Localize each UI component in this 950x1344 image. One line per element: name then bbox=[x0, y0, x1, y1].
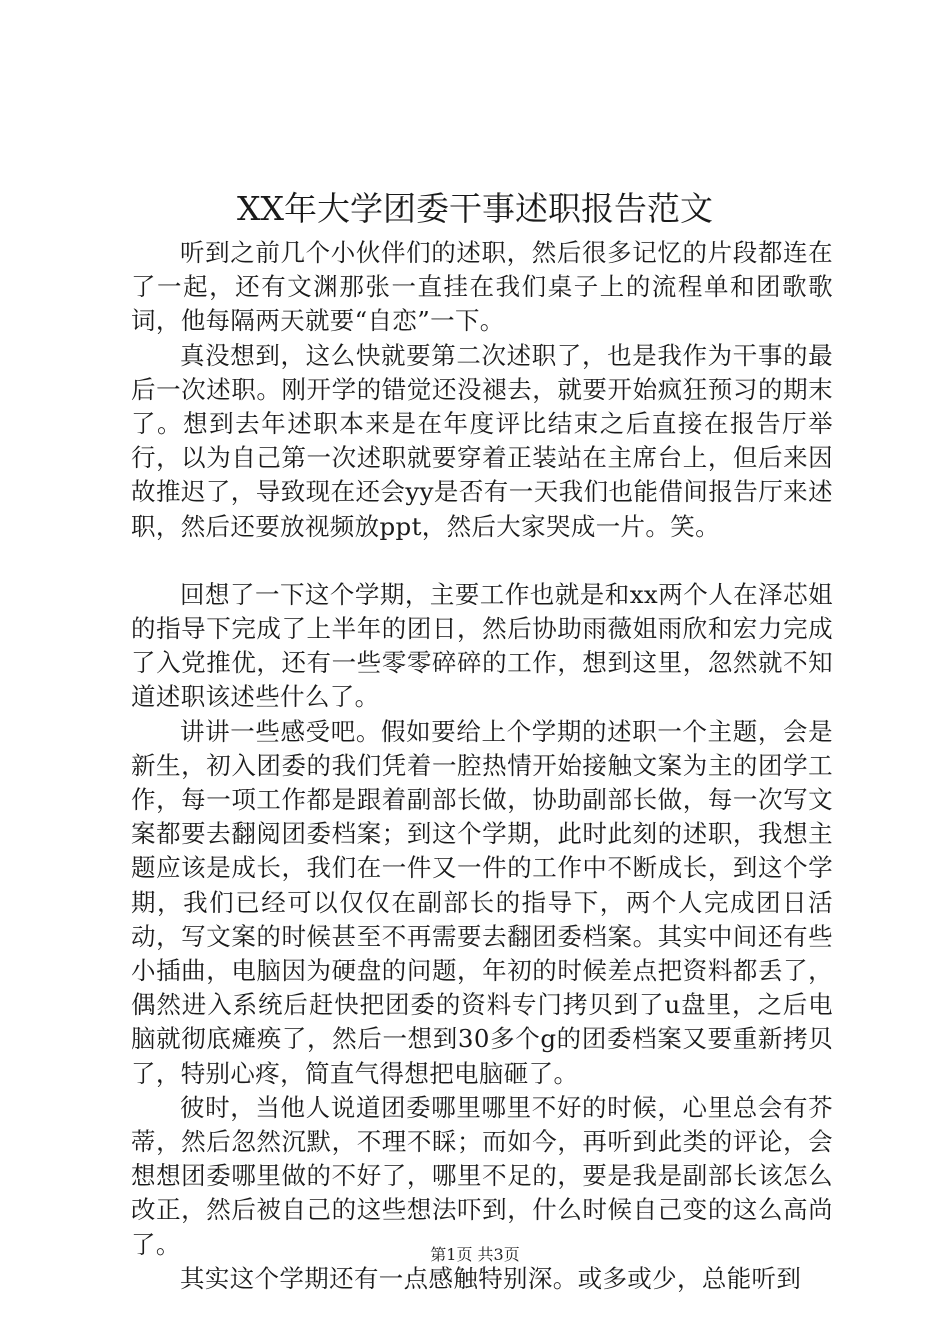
paragraph-6: 其实这个学期还有一点感触特别深。或多或少，总能听到 bbox=[180, 1263, 802, 1293]
paragraph-3: 回想了一下这个学期，主要工作也就是和xx两个人在泽芯姐的指导下完成了上半年的团日，然后协助雨薇姐雨欣和宏力完成了入党推优，还有一些零零碎碎的工作，想到这里，忽然就不知道述职该述些什么了。 bbox=[131, 579, 833, 712]
paragraph-5: 彼时，当他人说道团委哪里哪里不好的时候，心里总会有芥蒂，然后忽然沉默，不理不睬；而如今，再听到此类的评论，会想想团委哪里做的不好了，哪里不足的，要是我是副部长该怎么改正，然后被自己的这些想法吓到，什么时候自己变的这么高尚了。 bbox=[131, 1092, 833, 1259]
page-footer: 第1页 共3页 bbox=[430, 1245, 520, 1264]
document-title: XX年大学团委干事述职报告范文 bbox=[237, 189, 713, 228]
paragraph-2: 真没想到，这么快就要第二次述职了，也是我作为干事的最后一次述职。刚开学的错觉还没褪去，就要开始疯狂预习的期末了。想到去年述职本来是在年度评比结束之后直接在报告厅举行，以为自己第一次述职就要穿着正装站在主席台上，但后来因故推迟了，导致现在还会yy是否有一天我们也能借间报告厅来述职，然后还要放视频放ppt，然后大家哭成一片。笑。 bbox=[131, 340, 833, 541]
paragraph-1: 听到之前几个小伙伴们的述职，然后很多记忆的片段都连在了一起，还有文渊那张一直挂在我们桌子上的流程单和团歌歌词，他每隔两天就要“自恋”一下。 bbox=[131, 238, 833, 336]
document-body bbox=[131, 236, 833, 1296]
paragraph-4: 讲讲一些感受吧。假如要给上个学期的述职一个主题，会是新生，初入团委的我们凭着一腔热情开始接触文案为主的团学工作，每一项工作都是跟着副部长做，协助副部长做，每一次写文案都要去翻阅团委档案；到这个学期，此时此刻的述职，我想主题应该是成长，我们在一件又一件的工作中不断成长，到这个学期，我们已经可以仅仅在副部长的指导下，两个人完成团日活动，写文案的时候甚至不再需要去翻团委档案。其实中间还有些小插曲，电脑因为硬盘的问题，年初的时候差点把资料都丢了，偶然进入系统后赶快把团委的资料专门拷贝到了u盘里，之后电脑就彻底瘫痪了，然后一想到30多个g的团委档案又要重新拷贝了，特别心疼，简直气得想把电脑砸了。 bbox=[131, 716, 833, 1088]
